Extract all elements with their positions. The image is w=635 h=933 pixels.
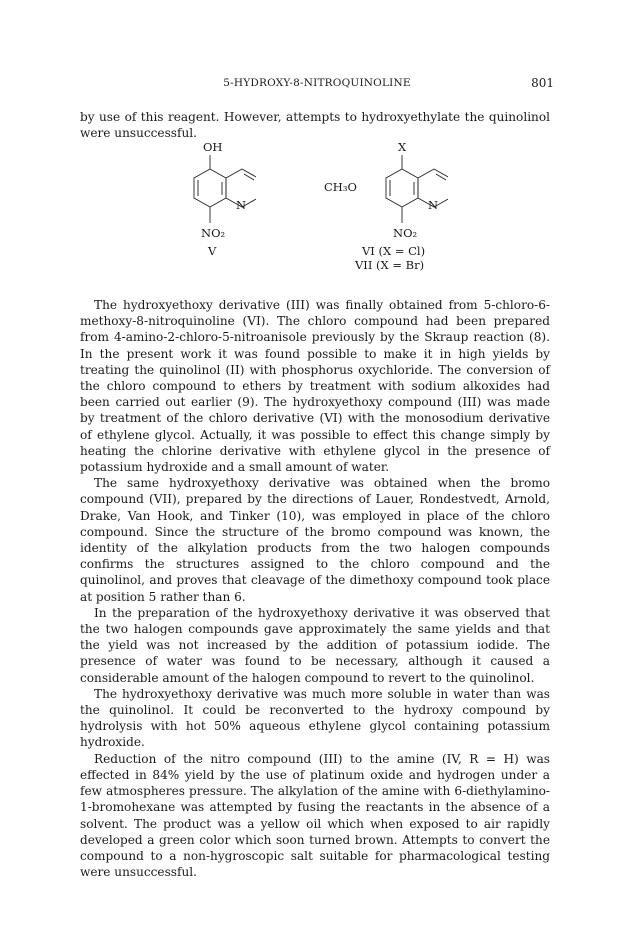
paragraph-halogen-yields: In the preparation of the hydroxyethoxy derivative it was observed that the two halogen compounds gave approximately the same yields and that the yield was not increased by the addition of potassium iodide. The presence of water was found to be necessary, although it caused a considerable amount of the halogen compound to revert to the quinolinol. <box>80 605 550 685</box>
compound-vi-x-label: X <box>398 140 407 154</box>
compound-vii-label: VII (X = Br) <box>355 258 425 272</box>
structure-figure <box>150 141 490 293</box>
compound-vi-methoxy-label: CH₃O <box>324 180 357 194</box>
paragraph-solubility: The hydroxyethoxy derivative was much more soluble in water than was the quinolinol. It could be reconverted to the hydroxy compound by hydrolysis with hot 50% aqueous ethylene glycol containing potassium hydroxide. <box>80 686 550 750</box>
intro-paragraph: by use of this reagent. However, attempts to hydroxyethylate the quinolinol were unsuccessful. <box>80 110 550 141</box>
intro-text <box>80 109 550 141</box>
compound-v-ring-nitrogen: N <box>236 198 247 212</box>
paragraph-bromo-compound: The same hydroxyethoxy derivative was obtained when the bromo compound (VII), prepared by the directions of Lauer, Rondestvedt, Arnold, Drake, Van Hook, and Tinker (10), was employed in place of the chloro compound. Since the structure of the bromo compound was known, the identity of the alkylation products from the two halogen compounds confirms the structures assigned to the chloro compound and the quinolinol, and proves that cleavage of the dimethoxy compound took place at position 5 rather than 6. <box>80 476 550 604</box>
body-text <box>80 297 550 880</box>
compound-v-label: V <box>208 244 217 258</box>
paragraph-reduction-alkylation: Reduction of the nitro compound (III) to the amine (IV, R = H) was effected in 84% yield by the use of platinum oxide and hydrogen under a few atmospheres pressure. The alkylation of the amine with 6-diethylamino-1-bromohexane was attempted by fusing the reactants in the absence of a solvent. The product was a yellow oil which when exposed to air rapidly developed a green color which soon turned brown. Attempts to convert the compound to a non-hygroscopic salt suitable for pharmacological testing were unsuccessful. <box>80 751 550 880</box>
compound-v-nitro-label: NO₂ <box>201 226 226 240</box>
running-title: 5-HYDROXY-8-NITROQUINOLINE <box>223 77 411 89</box>
compound-v-oh-label: OH <box>203 140 223 154</box>
page-header <box>80 77 554 93</box>
compound-vi-label: VI (X = Cl) <box>362 244 426 258</box>
page-number: 801 <box>531 76 554 90</box>
compound-vi-nitro-label: NO₂ <box>393 226 418 240</box>
paragraph-hydroxyethoxy-derivation: The hydroxyethoxy derivative (III) was finally obtained from 5-chloro-6-methoxy-8-nitroquinoline (VI). The chloro compound had been prepared from 4-amino-2-chloro-5-nitroanisole previously by the Skraup reaction (8). In the present work it was found possible to make it in high yields by treating the quinolinol (II) with phosphorus oxychloride. The conversion of the chloro compound to ethers by treatment with sodium alkoxides had been carried out earlier (9). The hydroxyethoxy compound (III) was made by treatment of the chloro derivative (VI) with the monosodium derivative of ethylene glycol. Actually, it was possible to effect this change simply by heating the chlorine derivative with ethylene glycol in the presence of potassium hydroxide and a small amount of water. <box>80 298 550 475</box>
compound-vi-ring-nitrogen: N <box>428 198 439 212</box>
